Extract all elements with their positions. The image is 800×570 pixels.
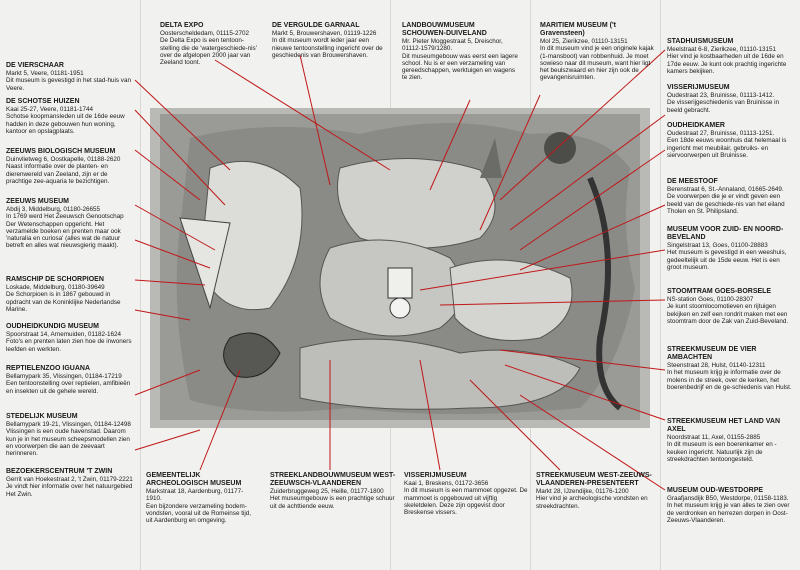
address: Markt 5, Brouwershaven, 01119-1226	[272, 30, 377, 37]
address: Bellamypark 35, Vlissingen, 01184-17219	[6, 373, 122, 380]
title: STREEKMUSEUM WEST-ZEEUWS-VLAANDEREN-PRESENTEERT	[536, 472, 652, 487]
address: Oudestraat 23, Bruinisse, 01113-1412.	[667, 92, 775, 99]
description: De Delta Expo is een tentoon-stelling die de 'watergeschiede-nis' over de afgelopen 2000 jaar van Zeeland toont.	[160, 37, 257, 67]
museum-vier-ambachten	[667, 346, 795, 391]
address: Abdij 3, Middelburg, 01180-26655	[6, 206, 101, 213]
title: RAMSCHIP DE SCHORPIOEN	[6, 276, 104, 283]
museum-zuid-noord-beveland	[667, 226, 795, 271]
address: Markt 5, Veere, 01181-1951	[6, 70, 84, 77]
description: Je kunt stoomlocomotieven en rijtuigen bekijken en zelf een rondrit maken met een stoomtram door de Zak van Zuid-Beveland.	[667, 303, 789, 325]
description: De Schorpioen is in 1867 gebouwd in opdracht van de Koninklijke Nederlandse Marine.	[6, 291, 121, 313]
address: Gerrit van Hoekestraat 2, 't Zwin, 01179-2221	[6, 476, 133, 483]
title: BEZOEKERSCENTRUM 'T ZWIN	[6, 468, 113, 475]
description: Hier vind je archeologische vondsten en streekdrachten.	[536, 495, 648, 510]
museum-streeklandbouw	[270, 472, 398, 510]
address: Loskade, Middelburg, 01180-39649	[6, 284, 105, 291]
museum-west-zeeuws	[536, 472, 660, 510]
museum-zeeuws	[6, 198, 134, 250]
address: Spoorstraat 14, Arnemuiden, 01182-1624	[6, 331, 122, 338]
address: Bellamypark 19-21, Vlissingen, 01184-12498	[6, 421, 131, 428]
title: STOOMTRAM GOES-BORSELE	[667, 288, 772, 295]
museum-oudheidkundig	[6, 323, 134, 353]
description: In dit museum is een mammoet opgezet. De mammoet is opgebouwd uit vijftig skeletdelen. Deze zijn opgevist door Breskense vissers.	[404, 487, 528, 517]
title: MUSEUM OUD-WESTDORPE	[667, 487, 764, 494]
museum-stedelijk	[6, 413, 134, 457]
title: DELTA EXPO	[160, 22, 204, 29]
description: In dit museum wordt ieder jaar een nieuwe tentoonstelling ingericht over de geschiedenis van Brouwershaven.	[272, 37, 383, 59]
museum-biologisch	[6, 148, 134, 185]
address: Meelstraat 6-8, Zierikzee, 01110-13151	[667, 46, 776, 53]
museum-land-van-axel	[667, 418, 795, 463]
title: REPTIELENZOO IGUANA	[6, 365, 91, 372]
address: Oosterscheldedam, 01115-2702	[160, 30, 250, 37]
title: DE VERGULDE GARNAAL	[272, 22, 360, 29]
museum-vergulde-garnaal	[272, 22, 384, 59]
description: Het museumgebouw is een prachtige schuur uit de achttiende eeuw.	[270, 495, 395, 510]
address: Zuiderbruggeweg 25, Heille, 01177-1800	[270, 488, 384, 495]
title: DE VIERSCHAAR	[6, 62, 64, 69]
title: ZEEUWS MUSEUM	[6, 198, 69, 205]
title: MARITIEM MUSEUM ('t Gravensteen)	[540, 22, 616, 37]
museum-delta-expo	[160, 22, 260, 66]
title: OUDHEIDKUNDIG MUSEUM	[6, 323, 99, 330]
title: STEDELIJK MUSEUM	[6, 413, 78, 420]
address: Mr. Pieter Moggestraat 5, Dreischor, 01112-1579/1280.	[402, 38, 503, 53]
description: Schotse koopmansleden uit de 16de eeuw hadden in deze gebouwen hun woning, kantoor en opslagplaats.	[6, 113, 125, 135]
description: Dit museum is gevestigd in het stad-huis van Veere.	[6, 77, 131, 92]
address: Kaai 1, Breskens, 01172-3656	[404, 480, 489, 487]
description: Een 18de eeuws woonhuis dat helemaal is ingericht met meubilair, gebruiks- en siervoorwerpen uit Bruinisse.	[667, 137, 787, 159]
title: OUDHEIDKAMER	[667, 122, 725, 129]
description: In dit museum is een boerenkamer en -keuken ingericht. Natuurlijk zijn de streekdrachten tentoongesteld.	[667, 441, 777, 463]
description: Dit museumgebouw was eerst een lagere school. Nu is er een verzameling van gereedschappen, werktuigen en wagens te zien.	[402, 52, 518, 82]
description: In dit museum vind je een originele kajak (1-mansboot) van robbenhuid. Je moet sowieso naar dit museum, want hier ligt het beulszwaard en hier zijn ook de gevangenisruimten.	[540, 45, 654, 82]
title: LANDBOUWMUSEUM SCHOUWEN-DUIVELAND	[402, 22, 487, 37]
title: VISSERIJMUSEUM	[404, 472, 467, 479]
museum-visserij-bruinisse	[667, 84, 795, 114]
title: STADHUISMUSEUM	[667, 38, 734, 45]
fold-line-left	[140, 0, 141, 570]
title: GEMEENTELIJK ARCHEOLOGISCH MUSEUM	[146, 472, 242, 487]
description: Hier vind je kostbaarheden uit de 16de en 17de eeuw. Je kunt ook prachtig ingerichte kamers bekijken.	[667, 53, 787, 75]
description: Foto's en prenten laten zien hoe de inwoners leefden en werkten.	[6, 338, 132, 353]
address: Markstraat 18, Aardenburg, 01177-1910.	[146, 488, 244, 503]
museum-visserij-breskens	[404, 472, 528, 516]
museum-stadhuis	[667, 38, 795, 75]
title: MUSEUM VOOR ZUID- EN NOORD-BEVELAND	[667, 226, 784, 241]
description: Naast informatie over de planten- en dierenwereld van Zeeland, zijn er de prachtige zee-aquaria te bezichtigen.	[6, 163, 110, 185]
museum-vierschaar	[6, 62, 134, 92]
description: In het museum krijg je informatie over de molens in de streek, over de kerken, het boerenbedrijf en de ge-schiedenis van Hulst.	[667, 369, 792, 391]
description: De visserijgeschiedenis van Bruinisse in beeld gebracht.	[667, 99, 779, 114]
description: Een bijzondere verzameling bodem-vondsten, vooral uit de Romeinse tijd, uit Aardenburg en omgeving.	[146, 502, 252, 525]
museum-oudheidkamer	[667, 122, 795, 159]
address: NS-station Goes, 01100-28307	[667, 296, 754, 303]
museum-oud-westdorpe	[667, 487, 795, 524]
museum-schorpioen	[6, 276, 134, 313]
address: Singelstraat 13, Goes, 01100-28883	[667, 242, 768, 249]
title: ZEEUWS BIOLOGISCH MUSEUM	[6, 148, 116, 155]
address: Berenstraat 6, St.-Annaland, 01665-2649.	[667, 186, 784, 193]
address: Oudestraat 27, Bruinisse, 01113-1251.	[667, 130, 775, 137]
address: Graafjansdijk B50, Westdorpe, 01158-1183.	[667, 495, 789, 502]
museum-schotse-huizen	[6, 98, 134, 135]
description: Het museum is gevestigd in een weeshuis, gedeeltelijk uit de 15de eeuw. Het is een groot museum.	[667, 249, 787, 271]
address: Duinvlietweg 6, Oostkapelle, 01188-2620	[6, 156, 121, 163]
address: Noordstraat 11, Axel, 01155-2885	[667, 434, 761, 441]
description: Een tentoonstelling over reptielen, amfibieën en insekten uit de gehele wereld.	[6, 380, 131, 395]
title: STREEKLANDBOUWMUSEUM WEST-ZEEUWSCH-VLAANDEREN	[270, 472, 396, 487]
address: Kaai 25-27, Veere, 01181-1744	[6, 106, 94, 113]
address: Mol 25, Zierikzee, 01110-13151	[540, 38, 628, 45]
zeeland-illustrated-map	[150, 108, 650, 428]
address: Steenstraat 28, Hulst, 01140-12311	[667, 362, 766, 369]
museum-reptielen	[6, 365, 134, 395]
museum-stoomtram	[667, 288, 795, 325]
description: In het museum krijg je van alles te zien over de verdronken en herrezen dorpen in Oost-Zeeuws-Vlaanderen.	[667, 502, 790, 524]
description: Vlissingen is een oude havenstad. Daarom kun je in het museum scheepsmodellen zien en voorwerpen die aan de zeevaart herinneren.	[6, 428, 130, 458]
title: STREEKMUSEUM DE VIER AMBACHTEN	[667, 346, 757, 361]
description: Je vindt hier informatie over het natuurgebied Het Zwin.	[6, 483, 133, 498]
title: DE MEESTOOF	[667, 178, 718, 185]
title: STREEKMUSEUM HET LAND VAN AXEL	[667, 418, 781, 433]
description: De voorwerpen die je er vindt geven een beeld van de geschiede-nis van het eiland Tholen en St. Philipsland.	[667, 193, 785, 215]
museum-landbouw	[402, 22, 520, 82]
title: VISSERIJMUSEUM	[667, 84, 730, 91]
description: In 1769 werd Het Zeeuwsch Genootschap Der Wetenschappen opgericht. Het verzamelde boeken en prenten maar ook 'naturalia en curiosa' (alles wat de natuur betreft en alles wat nieuwsgierig maakt).	[6, 213, 124, 250]
address: Markt 28, IJzendijke, 01176-1200	[536, 488, 629, 495]
museum-meestoof	[667, 178, 795, 215]
museum-maritiem	[540, 22, 658, 82]
fold-line-right	[660, 0, 661, 570]
museum-archeologisch	[146, 472, 258, 524]
museum-zwin	[6, 468, 134, 498]
title: DE SCHOTSE HUIZEN	[6, 98, 80, 105]
